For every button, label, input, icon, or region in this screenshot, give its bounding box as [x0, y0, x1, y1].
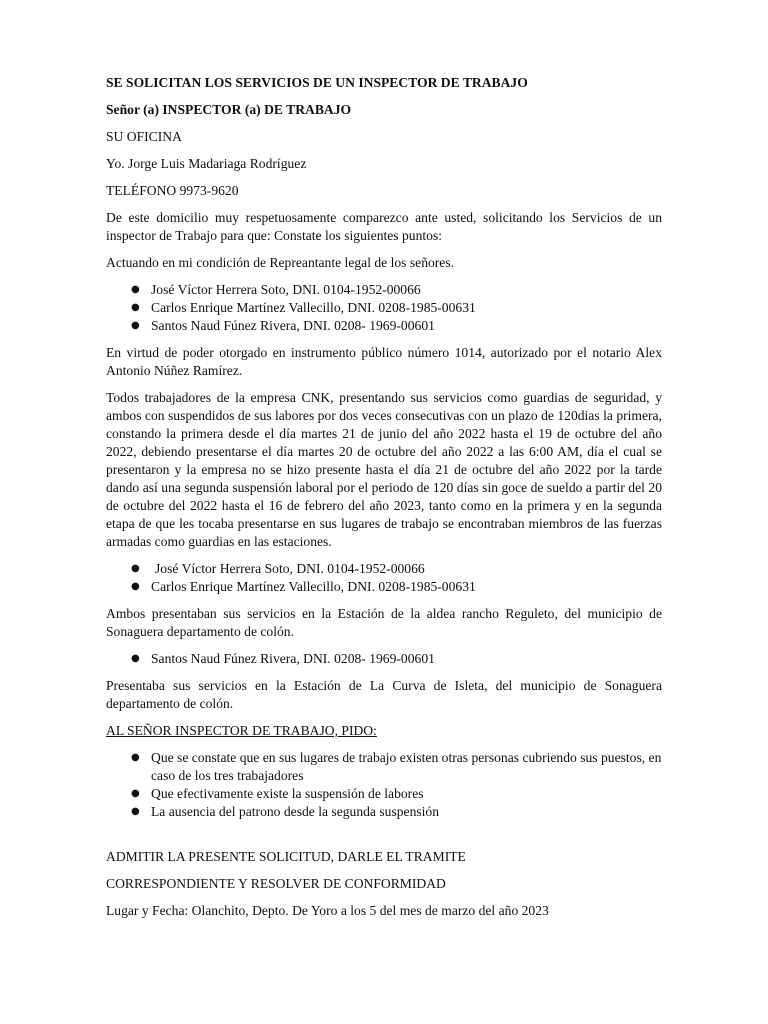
office-line: SU OFICINA — [106, 129, 182, 144]
power-of-attorney-paragraph: En virtud de poder otorgado en instrumento público número 1014, autorizado por el notario Alex Antonio Núñez Ramírez. — [106, 345, 662, 378]
bullet-icon: ● — [131, 752, 140, 763]
bullet-icon: ● — [131, 806, 140, 817]
closing-line-2: CORRESPONDIENTE Y RESOLVER DE CONFORMIDAD — [106, 876, 446, 891]
place-and-date: Lugar y Fecha: Olanchito, Depto. De Yoro a los 5 del mes de marzo del año 2023 — [106, 903, 549, 918]
list-item — [106, 281, 662, 299]
list-item — [106, 650, 662, 668]
list-item-text: Santos Naud Fúnez Rivera, DNI. 0208- 1969-00601 — [151, 318, 435, 333]
bullet-icon: ● — [131, 320, 140, 331]
bullet-icon: ● — [131, 581, 140, 592]
bullet-icon: ● — [131, 563, 140, 574]
facts-paragraph: Todos trabajadores de la empresa CNK, presentando sus servicios como guardias de seguridad, y ambos con suspendidos de sus labores por dos veces consecutivas con un plazo de 120dias la primera, constando la primera desde el día martes 21 de junio del año 2022 hasta el 19 de octubre del año 2022, debiendo presentarse el día martes 20 de octubre del año 2022 a las 6:00 AM, día el cual se presentaron y la empresa no se hizo presente hasta el día 21 de octubre del año 2022 por la tarde dando así una segunda suspensión laboral por el periodo de 120 días sin goce de sueldo a partir del 20 de octubre del 2022 hasta el 16 de febrero del año 2023, tanto como en la primera y en la segunda etapa de que les tocaba presentarse en sus lugares de trabajo se encontraban miembros de las fuerzas armadas como guardias en las estaciones. — [106, 390, 662, 549]
workers-list-2 — [106, 560, 662, 596]
list-item-text: José Víctor Herrera Soto, DNI. 0104-1952-00066 — [155, 561, 425, 576]
applicant-line: Yo. Jorge Luis Madariaga Rodríguez — [106, 156, 307, 171]
list-item-text: Carlos Enrique Martínez Vallecillo, DNI. 0208-1985-00631 — [151, 579, 476, 594]
list-item — [106, 578, 662, 596]
bullet-icon: ● — [131, 302, 140, 313]
list-item — [106, 299, 662, 317]
phone-line: TELÉFONO 9973-9620 — [106, 183, 239, 198]
list-item — [106, 803, 662, 821]
workers-list-1 — [106, 281, 662, 335]
document-heading: SE SOLICITAN LOS SERVICIOS DE UN INSPECTOR DE TRABAJO — [106, 75, 528, 90]
list-item — [106, 560, 662, 578]
bullet-icon: ● — [131, 788, 140, 799]
station-1-paragraph: Ambos presentaban sus servicios en la Estación de la aldea rancho Reguleto, del municipio de Sonaguera departamento de colón. — [106, 606, 662, 639]
bullet-icon: ● — [131, 284, 140, 295]
petition-list — [106, 749, 662, 821]
workers-list-3 — [106, 650, 662, 668]
list-item-text: Que efectivamente existe la suspensión de labores — [151, 786, 424, 801]
closing-line-1: ADMITIR LA PRESENTE SOLICITUD, DARLE EL TRAMITE — [106, 849, 466, 864]
intro-paragraph: De este domicilio muy respetuosamente comparezco ante usted, solicitando los Servicios de un inspector de Trabajo para que: Constate los siguientes puntos: — [106, 210, 662, 243]
list-item-text: José Víctor Herrera Soto, DNI. 0104-1952-00066 — [151, 282, 421, 297]
bullet-icon: ● — [131, 653, 140, 664]
list-item-text: Santos Naud Fúnez Rivera, DNI. 0208- 1969-00601 — [151, 651, 435, 666]
list-item — [106, 317, 662, 335]
list-item-text: La ausencia del patrono desde la segunda suspensión — [151, 804, 440, 819]
document-page — [106, 74, 662, 929]
addressee: Señor (a) INSPECTOR (a) DE TRABAJO — [106, 102, 352, 117]
list-item — [106, 785, 662, 803]
list-item-text: Carlos Enrique Martínez Vallecillo, DNI. 0208-1985-00631 — [151, 300, 476, 315]
list-item — [106, 749, 662, 785]
list-item-text: Que se constate que en sus lugares de trabajo existen otras personas cubriendo sus puestos, en caso de los tres trabajadores — [151, 750, 662, 783]
station-2-paragraph: Presentaba sus servicios en la Estación de La Curva de Isleta, del municipio de Sonaguera departamento de colón. — [106, 678, 662, 711]
acting-as-paragraph: Actuando en mi condición de Repreantante legal de los señores. — [106, 255, 455, 270]
petition-heading: AL SEÑOR INSPECTOR DE TRABAJO, PIDO: — [106, 723, 377, 738]
